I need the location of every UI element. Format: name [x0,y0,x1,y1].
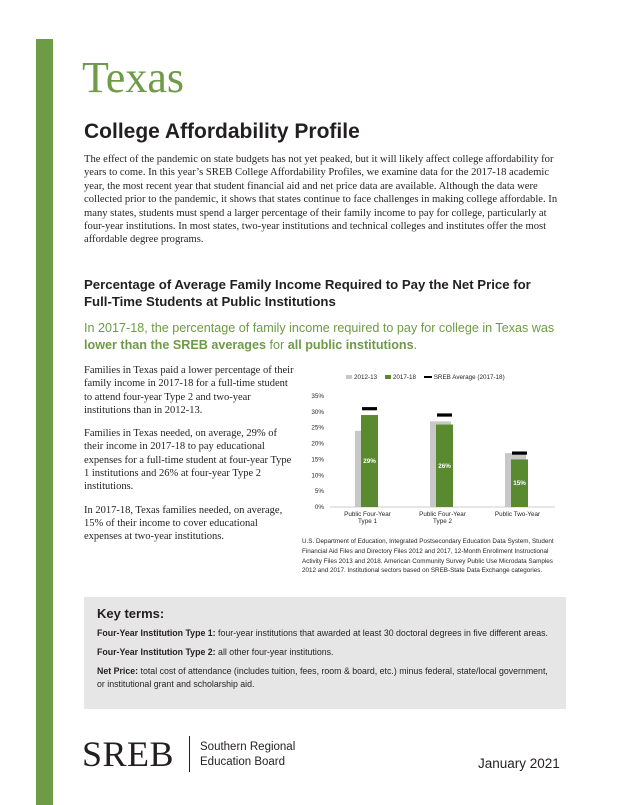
legend-item-sreb-average: SREB Average (2017-18) [424,374,505,381]
finding-paragraph: Families in Texas needed, on average, 29% of their income in 2017-18 to pay educational expenses for a full-time student at four-year Type 1 institutions and 26% at four-year Type 2 institutions. [84,428,292,493]
sreb-average-marker [512,451,527,454]
green-sidebar-bar [36,39,53,805]
finding-paragraph: In 2017-18, Texas families needed, on average, 15% of their income to cover educational expenses at two-year institutions. [84,504,283,543]
x-category-label: Public Four-Year [344,511,391,518]
finding-paragraph: Families in Texas paid a lower percentage of their family income in 2017-18 for a full-time student to attend four-year Type 2 and two-year institutions than in 2012-13. [84,365,294,416]
x-category-label: Public Four-Year [419,511,466,518]
legend-item-2017-18: 2017-18 [385,374,416,381]
key-term: Four-Year Institution Type 1: four-year institutions that awarded at least 30 doctoral degrees in five different areas. [97,628,548,638]
organization-name: Southern Regional Education Board [200,741,296,768]
findings-column [84,364,294,554]
key-finding-highlight: In 2017-18, the percentage of family income required to pay for college in Texas was lower than the SREB averages for all public institutions. [84,321,555,352]
key-terms-title: Key terms: [97,606,165,621]
y-tick-label: 10% [311,472,324,480]
key-term: Net Price: total cost of attendance (includes tuition, fees, room & board, etc.) minus federal, state/local government, or institutional grant and scholarship aid. [97,666,548,689]
intro-paragraph: The effect of the pandemic on state budgets has not yet peaked, but it will likely affect college affordability for years to come. In this year’s SREB College Affordability Profiles, we examine data for the 2017-18 academic year, the most recent year that student financial aid and net price data are available. Although the data were collected prior to the pandemic, it shows that states continue to face challenges in making college affordable. In many states, students must spend a larger percentage of their family income to pay for college, particularly at four-year institutions. In most states, two-year institutions and technical colleges and institutes offer the most affordable degree programs. [84,154,558,246]
data-label: 29% [363,458,376,466]
sreb-average-marker [362,407,377,410]
y-tick-label: 0% [314,504,324,511]
key-terms-panel [84,597,566,709]
y-tick-label: 35% [311,393,324,400]
profile-title: College Affordability Profile [84,120,360,143]
sreb-average-marker [437,413,452,416]
y-tick-label: 5% [314,488,324,496]
chart-section-heading: Percentage of Average Family Income Required to Pay the Net Price for Full-Time Students at Public Institutions [84,277,531,309]
data-label: 15% [513,480,526,488]
x-category-label: Public Two-Year [494,511,541,518]
y-tick-label: 30% [311,408,324,416]
x-category-label: Type 2 [433,518,452,525]
chart-source-note: U.S. Department of Education, Integrated Postsecondary Education Data System, Student Financial Aid Files and Directory Files 2012 and 2017, 12-Month Enrollment Instructional Activity Files 2013 and 2018. American Community Survey Public Use Microdata Samples 2012 and 2017. Institutional sectors based on SREB-State Data Exchange categories. [302,538,554,575]
sreb-logo: SREB [82,734,175,774]
key-term: Four-Year Institution Type 2: all other four-year institutions. [97,647,334,657]
state-title: Texas [82,53,184,102]
affordability-bar-chart [300,370,560,528]
x-category-label: Type 1 [358,518,377,525]
publication-date: January 2021 [478,756,560,771]
y-tick-label: 15% [311,456,324,464]
data-label: 26% [438,462,451,470]
footer-divider [189,736,190,772]
legend-item-2012-13: 2012-13 [346,374,377,381]
y-tick-label: 25% [311,424,324,432]
y-tick-label: 20% [311,440,324,448]
